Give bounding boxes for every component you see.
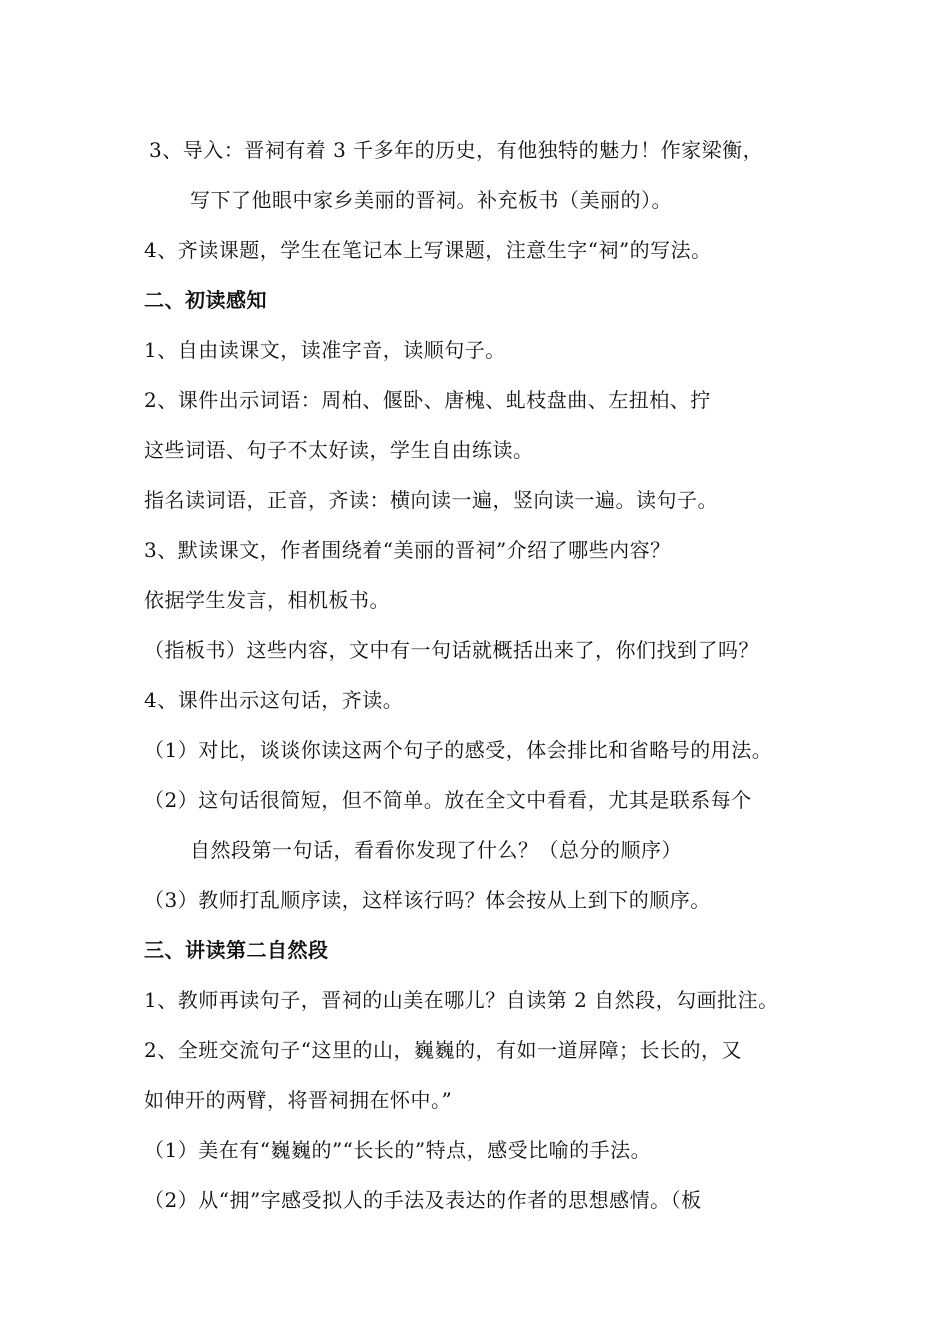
text-line: （1）美在有“巍巍的”“长长的”特点，感受比喻的手法。 bbox=[144, 1138, 652, 1162]
text-line: （2）从“拥”字感受拟人的手法及表达的作者的思想感情。（板 bbox=[144, 1188, 702, 1212]
text-line: 1、自由读课文，读准字音，读顺句子。 bbox=[144, 338, 506, 362]
text-line: 3、导入：晋祠有着 3 千多年的历史，有他独特的魅力！作家梁衡， bbox=[149, 138, 764, 162]
text-line: 写下了他眼中家乡美丽的晋祠。补充板书（美丽的）。 bbox=[190, 188, 672, 212]
section-heading: 二、初读感知 bbox=[144, 288, 267, 312]
text-line: 4、齐读课题，学生在笔记本上写课题，注意生字“祠”的写法。 bbox=[144, 238, 712, 262]
text-line: （1）对比，谈谈你读这两个句子的感受，体会排比和省略号的用法。 bbox=[144, 738, 773, 762]
text-line: 指名读词语，正音，齐读：横向读一遍，竖向读一遍。读句子。 bbox=[144, 488, 718, 512]
text-line: （2）这句话很简短，但不简单。放在全文中看看，尤其是联系每个 bbox=[144, 788, 752, 812]
text-line: 1、教师再读句子，晋祠的山美在哪儿？自读第 2 自然段，勾画批注。 bbox=[144, 988, 779, 1012]
text-line: 4、课件出示这句话，齐读。 bbox=[144, 688, 404, 712]
text-line: 2、课件出示词语：周柏、偃卧、唐槐、虬枝盘曲、左扭柏、拧 bbox=[144, 388, 711, 412]
text-line: （3）教师打乱顺序读，这样该行吗？体会按从上到下的顺序。 bbox=[144, 888, 711, 912]
text-line: 自然段第一句话，看看你发现了什么？（总分的顺序） bbox=[190, 838, 682, 862]
text-line: 3、默读课文，作者围绕着“美丽的晋祠”介绍了哪些内容？ bbox=[144, 538, 671, 562]
text-line: 如伸开的两臂，将晋祠拥在怀中。” bbox=[144, 1088, 453, 1112]
text-line: （指板书）这些内容，文中有一句话就概括出来了，你们找到了吗？ bbox=[144, 638, 759, 662]
section-heading: 三、讲读第二自然段 bbox=[144, 938, 329, 962]
text-line: 这些词语、句子不太好读，学生自由练读。 bbox=[144, 438, 534, 462]
text-line: 2、全班交流句子“这里的山，巍巍的，有如一道屏障；长长的，又 bbox=[144, 1038, 742, 1062]
text-line: 依据学生发言，相机板书。 bbox=[144, 588, 390, 612]
